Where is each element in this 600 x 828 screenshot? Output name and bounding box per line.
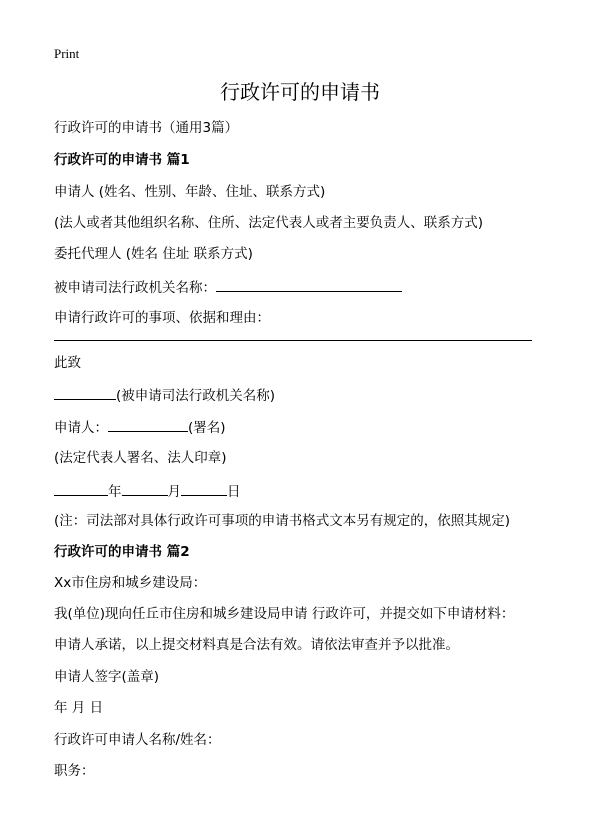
signature-line: 申请人签字(盖章) xyxy=(54,669,160,685)
document-subtitle: 行政许可的申请书（通用3篇） xyxy=(54,120,239,136)
date-line xyxy=(54,481,241,501)
request-line: 我(单位)现向任丘市住房和城乡建设局申请 行政许可，并提交如下申请材料： xyxy=(54,606,515,622)
agent-info-line: 委托代理人 (姓名 住址 联系方式) xyxy=(54,246,253,262)
applicant-sign-label: 申请人： xyxy=(54,420,108,436)
position-label: 职务： xyxy=(54,763,95,779)
year-blank xyxy=(54,481,108,496)
applicant-sign-line xyxy=(54,417,226,437)
applicant-sign-blank xyxy=(108,417,188,432)
matters-label: 申请行政许可的事项、依据和理由： xyxy=(54,310,270,326)
respondent-label: 被申请司法行政机关名称： xyxy=(54,280,216,296)
section-heading-part1: 行政许可的申请书 篇1 xyxy=(54,152,190,168)
part2-date-line: 年 月 日 xyxy=(54,700,104,716)
respondent-blank xyxy=(216,277,402,292)
document-title: 行政许可的申请书 xyxy=(220,80,380,104)
section-heading-part2: 行政许可的申请书 篇2 xyxy=(54,544,190,560)
to-authority-text: (被申请司法行政机关名称) xyxy=(116,388,276,404)
legal-person-info-line: (法人或者其他组织名称、住所、法定代表人或者主要负责人、联系方式) xyxy=(54,215,484,231)
commitment-line: 申请人承诺，以上提交材料真是合法有效。请依法审查并予以批准。 xyxy=(54,637,459,653)
legal-rep-seal-line: (法定代表人署名、法人印章) xyxy=(54,450,227,466)
respondent-line xyxy=(54,277,402,297)
to-authority-line xyxy=(54,385,275,405)
authority-blank xyxy=(54,385,116,400)
addressee-line: Xx市住房和城乡建设局： xyxy=(54,575,207,591)
applicant-info-line: 申请人 (姓名、性别、年龄、住址、联系方式) xyxy=(54,184,326,200)
applicant-name-label: 行政许可申请人名称/姓名： xyxy=(54,732,221,748)
day-blank xyxy=(181,481,227,496)
note-line: (注：司法部对具体行政许可事项的申请书格式文本另有规定的，依照其规定) xyxy=(54,513,511,529)
date-year-label: 年 xyxy=(108,484,122,500)
date-month-label: 月 xyxy=(167,484,181,500)
month-blank xyxy=(122,481,168,496)
date-day-label: 日 xyxy=(227,484,241,500)
print-label: Print xyxy=(54,46,80,61)
applicant-sign-suffix: (署名) xyxy=(188,420,226,436)
matters-blank-rule xyxy=(54,340,532,341)
salutation: 此致 xyxy=(54,355,81,371)
